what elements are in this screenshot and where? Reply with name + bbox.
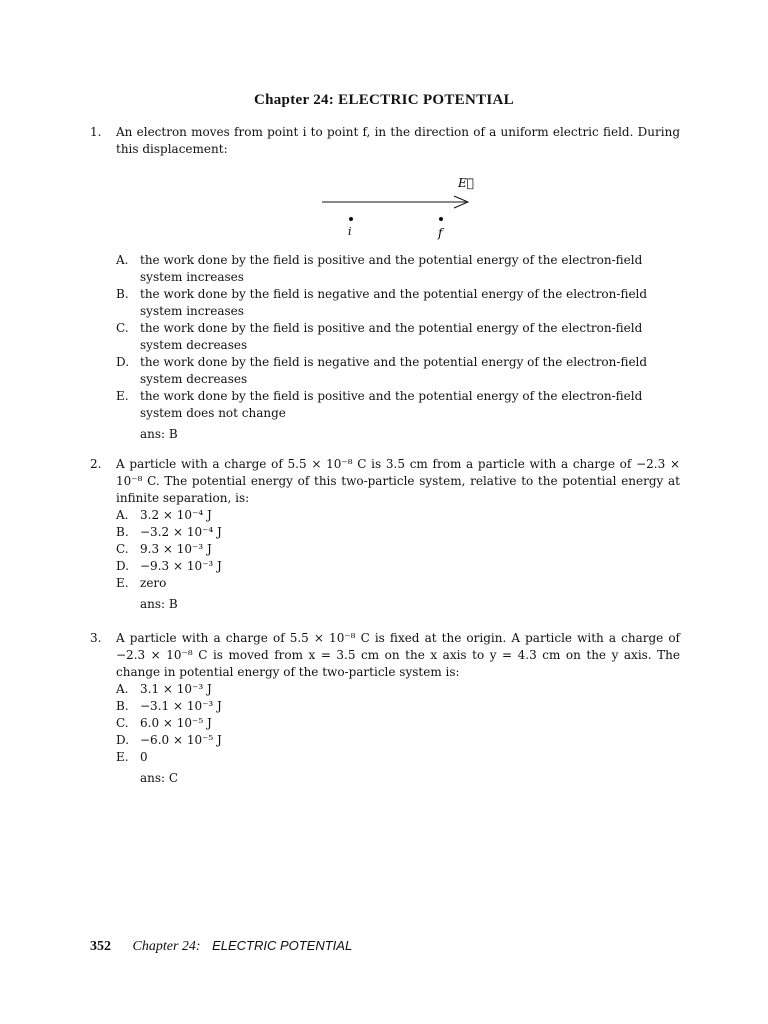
option-text: 3.1 × 10⁻³ J	[140, 682, 212, 696]
option-a	[116, 507, 680, 524]
option-text: 6.0 × 10⁻⁵ J	[140, 716, 212, 730]
option-b	[116, 286, 680, 320]
option-text: 9.3 × 10⁻³ J	[140, 542, 212, 556]
option-letter: C.	[116, 321, 129, 335]
option-letter: A.	[116, 253, 129, 267]
page-title: Chapter 24: ELECTRIC POTENTIAL	[253, 92, 514, 108]
option-letter: A.	[116, 682, 129, 696]
option-letter: B.	[116, 287, 129, 301]
option-letter: C.	[116, 542, 129, 556]
option-letter: D.	[116, 559, 130, 573]
option-text: the work done by the field is negative and the potential energy of the electron-field system increases	[140, 287, 648, 318]
point-f-label: f	[438, 226, 443, 240]
question-1	[90, 124, 680, 158]
answer: ans: B	[140, 427, 178, 441]
option-d	[116, 732, 680, 749]
option-a	[116, 252, 680, 286]
point-f-dot	[439, 217, 443, 221]
option-text: −3.2 × 10⁻⁴ J	[140, 525, 222, 539]
option-d	[116, 354, 680, 388]
option-c	[116, 541, 680, 558]
field-diagram	[320, 172, 480, 242]
question-number: 1.	[90, 125, 102, 139]
option-c	[116, 715, 680, 732]
option-e	[116, 749, 680, 766]
option-e	[116, 388, 680, 422]
option-letter: E.	[116, 576, 129, 590]
option-text: the work done by the field is positive and the potential energy of the electron-field system does not change	[140, 389, 643, 420]
field-label: E⃗	[458, 176, 474, 190]
option-e	[116, 575, 680, 592]
answer: ans: B	[140, 597, 178, 611]
question-2	[90, 456, 680, 613]
option-text: 0	[140, 750, 148, 764]
point-i-dot	[349, 217, 353, 221]
option-text: −3.1 × 10⁻³ J	[140, 699, 222, 713]
option-letter: D.	[116, 733, 130, 747]
option-c	[116, 320, 680, 354]
option-text: −9.3 × 10⁻³ J	[140, 559, 222, 573]
option-letter: D.	[116, 355, 130, 369]
option-b	[116, 698, 680, 715]
option-b	[116, 524, 680, 541]
question-3	[90, 630, 680, 787]
point-i-label: i	[348, 225, 352, 238]
option-letter: C.	[116, 716, 129, 730]
option-letter: A.	[116, 508, 129, 522]
footer-title: ELECTRIC POTENTIAL	[212, 938, 353, 953]
footer-chapter: Chapter 24:	[132, 939, 201, 954]
option-a	[116, 681, 680, 698]
page-number: 352	[90, 939, 111, 954]
answer: ans: C	[140, 771, 179, 785]
option-text: the work done by the field is positive and the potential energy of the electron-field system increases	[140, 253, 643, 284]
option-letter: B.	[116, 699, 129, 713]
question-stem: An electron moves from point i to point f, in the direction of a uniform electric field. During this displacement:	[116, 125, 680, 156]
option-letter: B.	[116, 525, 129, 539]
question-number: 3.	[90, 631, 102, 645]
option-text: the work done by the field is positive and the potential energy of the electron-field system decreases	[140, 321, 643, 352]
page-footer	[90, 938, 352, 955]
option-text: the work done by the field is negative and the potential energy of the electron-field system decreases	[140, 355, 648, 386]
question-stem: A particle with a charge of 5.5 × 10⁻⁸ C is 3.5 cm from a particle with a charge of −2.3 × 10⁻⁸ C. The potential energy of this two-particle system, relative to the potential energy at infinite separation, is:	[116, 457, 680, 505]
option-d	[116, 558, 680, 575]
question-number: 2.	[90, 457, 102, 471]
field-arrow-svg	[320, 172, 480, 242]
option-letter: E.	[116, 750, 129, 764]
option-text: 3.2 × 10⁻⁴ J	[140, 508, 212, 522]
option-text: zero	[140, 576, 167, 590]
option-letter: E.	[116, 389, 129, 403]
question-1-options	[90, 252, 680, 443]
question-stem: A particle with a charge of 5.5 × 10⁻⁸ C is fixed at the origin. A particle with a charge of −2.3 × 10⁻⁸ C is moved from x = 3.5 cm on the x axis to y = 4.3 cm on the y axis. The change in potential energy of the two-particle system is:	[116, 631, 680, 679]
option-text: −6.0 × 10⁻⁵ J	[140, 733, 222, 747]
